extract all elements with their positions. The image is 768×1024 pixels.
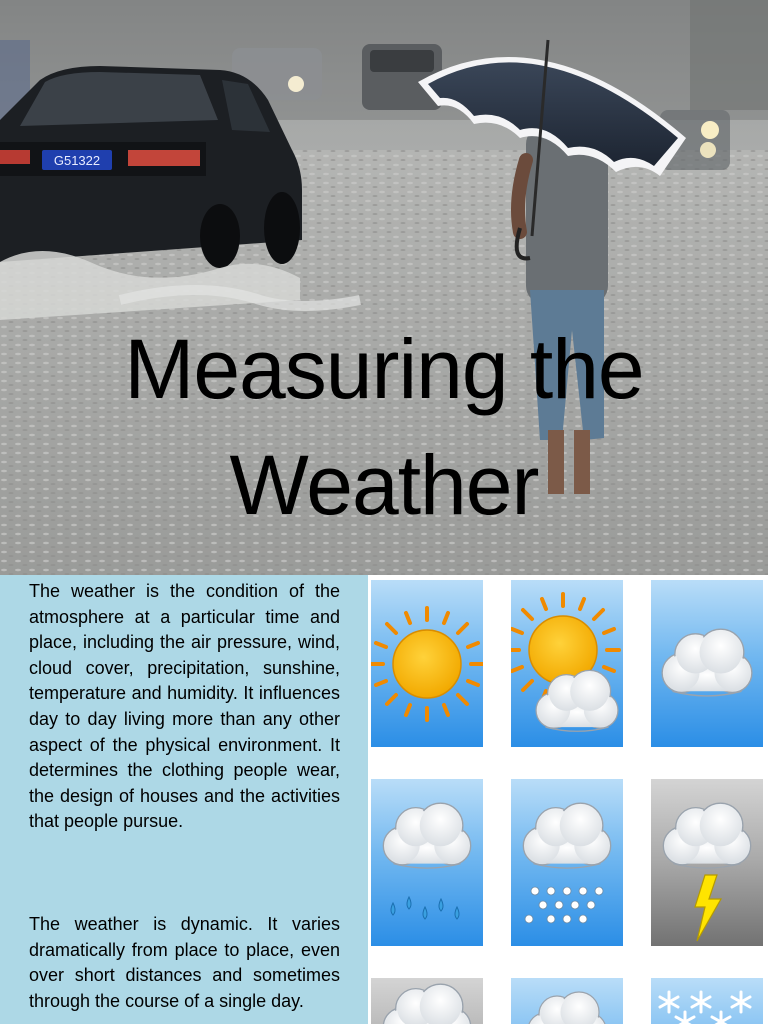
thunderstorm-icon	[651, 779, 763, 946]
text-panel	[0, 575, 368, 1024]
overcast-icon	[371, 978, 483, 1024]
cloudy-icon	[651, 580, 763, 747]
page-title-line2: Weather	[229, 438, 539, 532]
sunny-icon	[371, 580, 483, 747]
car-image	[0, 66, 302, 268]
cloud-icon	[511, 978, 623, 1024]
body-paragraph-2: The weather is dynamic. It varies dramatically from place to place, even over short distances and sometimes through the course of a single day.	[29, 914, 340, 1011]
hail-icon	[511, 779, 623, 946]
plate-text: G51322	[53, 153, 101, 168]
rain-icon	[371, 779, 483, 946]
page-title-line1: Measuring the	[124, 322, 644, 416]
weather-icon-grid	[368, 575, 768, 1024]
partly-cloudy-icon	[511, 580, 623, 747]
snow-icon	[651, 978, 763, 1024]
body-paragraph-1: The weather is the condition of the atmosphere at a particular time and place, including the air pressure, wind, cloud cover, precipitation, sunshine, temperature and humidity. It influences day to day living more than any other aspect of the physical environment. It determines the clothing people wear, the design of houses and the activities that people pursue.	[29, 581, 340, 832]
